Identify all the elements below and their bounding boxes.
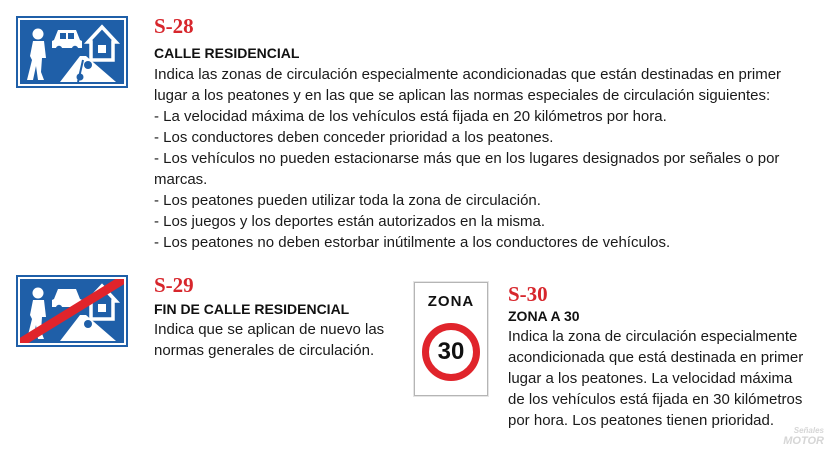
description-line: marcas. xyxy=(154,171,208,188)
speed-limit-value: 30 xyxy=(437,338,465,365)
watermark-line-1: Señales xyxy=(793,426,824,435)
speed-limit-roundel-icon xyxy=(422,323,480,381)
end-residential-street-pictogram-icon xyxy=(20,279,124,343)
description-line: - La velocidad máxima de los vehículos está fijada en 20 kilómetros por hora. xyxy=(154,108,667,125)
sign-description-s29 xyxy=(154,319,404,361)
sign-description-s30 xyxy=(508,326,828,431)
description-line: por hora. Los peatones tienen prioridad. xyxy=(508,412,775,429)
description-line: - Los peatones pueden utilizar toda la zona de circulación. xyxy=(154,192,541,209)
description-line: acondicionada que está destinada en primer xyxy=(508,349,804,366)
sign-code-s30: S-30 xyxy=(508,282,548,306)
sign-title-s28: CALLE RESIDENCIAL xyxy=(154,45,300,61)
description-line: de los vehículos está fijada en 30 kilómetros xyxy=(508,391,803,408)
description-line: - Los peatones no deben estorbar inútilmente a los conductores de vehículos. xyxy=(154,234,671,251)
description-line: Indica las zonas de circulación especialmente acondicionadas que están destinadas en primer xyxy=(154,66,782,83)
sign-code-s29: S-29 xyxy=(154,273,194,297)
description-line: lugar a los peatones. La velocidad máxima xyxy=(508,370,793,387)
watermark-logo xyxy=(760,426,824,447)
zona-sign-text: ZONA xyxy=(427,293,475,310)
description-line: Indica que se aplican de nuevo las xyxy=(154,321,385,338)
description-line: - Los juegos y los deportes están autorizados en la misma. xyxy=(154,213,546,230)
sign-description-s28 xyxy=(154,64,824,253)
description-line: lugar a los peatones y en las que se aplican las normas especiales de circulación siguientes: xyxy=(154,87,771,104)
zona-30-sign xyxy=(414,282,488,396)
description-line: normas generales de circulación. xyxy=(154,342,375,359)
watermark-line-2: MOTOR xyxy=(783,435,824,447)
description-line: Indica la zona de circulación especialmente xyxy=(508,328,798,345)
residential-street-pictogram-icon xyxy=(20,20,124,84)
calle-residencial-sign xyxy=(18,18,126,86)
description-line: - Los conductores deben conceder prioridad a los peatones. xyxy=(154,129,554,146)
sign-code-s28: S-28 xyxy=(154,14,194,38)
description-line: - Los vehículos no pueden estacionarse más que en los lugares designados por señales o por xyxy=(154,150,780,167)
sign-title-s30: ZONA A 30 xyxy=(508,308,580,324)
fin-calle-residencial-sign xyxy=(18,277,126,345)
sign-title-s29: FIN DE CALLE RESIDENCIAL xyxy=(154,301,350,317)
